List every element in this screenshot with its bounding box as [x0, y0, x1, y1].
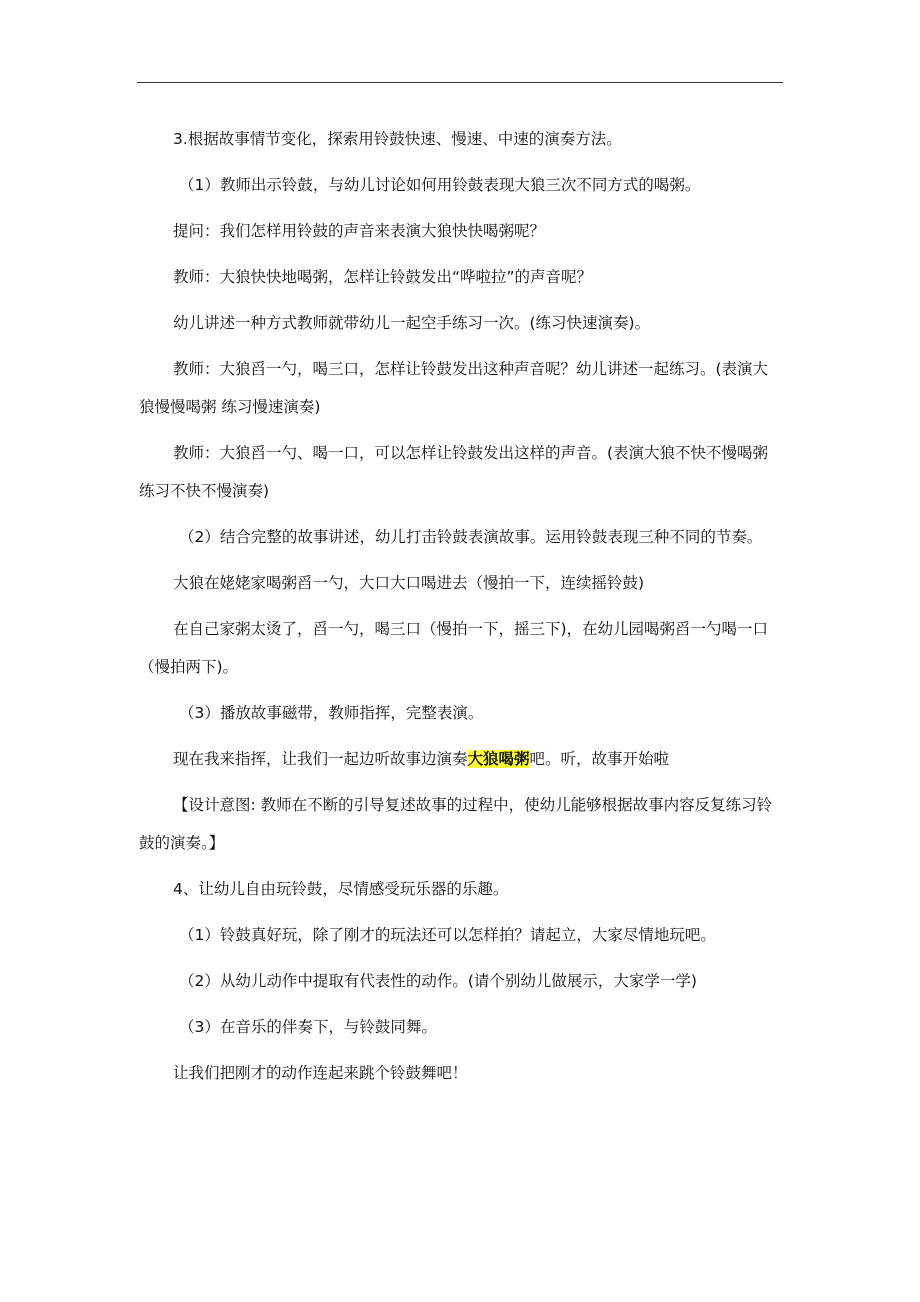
paragraph-grandma-house: 大狼在姥姥家喝粥舀一勺，大口大口喝进去（慢拍一下，连续摇铃鼓)	[173, 574, 645, 592]
paragraph-question: 提问：我们怎样用铃鼓的声音来表演大狼快快喝粥呢？	[173, 222, 546, 240]
paragraph-step-4: 4、让幼儿自由玩铃鼓，尽情感受玩乐器的乐趣。	[173, 880, 509, 898]
paragraph-practice-fast: 幼儿讲述一种方式教师就带幼儿一起空手练习一次。(练习快速演奏)。	[173, 314, 651, 332]
paragraph-step-3-2: （2）结合完整的故事讲述，幼儿打击铃鼓表演故事。运用铃鼓表现三种不同的节奏。	[179, 528, 763, 546]
paragraph-step-3-1: （1）教师出示铃鼓，与幼儿讨论如何用铃鼓表现大狼三次不同方式的喝粥。	[179, 176, 701, 194]
header-rule	[137, 82, 783, 83]
document-body	[139, 120, 783, 1100]
paragraph-step-4-3: （3）在音乐的伴奏下，与铃鼓同舞。	[179, 1018, 437, 1036]
paragraph-conduct	[139, 740, 783, 778]
conduct-text-before: 现在我来指挥，让我们一起边听故事边演奏	[173, 750, 468, 768]
story-title-highlight: 大狼喝粥	[467, 750, 530, 768]
paragraph-step-4-1: （1）铃鼓真好玩，除了刚才的玩法还可以怎样拍？请起立，大家尽情地玩吧。	[179, 926, 716, 944]
paragraph-own-home: 在自己家粥太烫了，舀一勺，喝三口（慢拍一下，摇三下)，在幼儿园喝粥舀一勺喝一口（慢拍两下)。	[139, 620, 769, 676]
paragraph-closing: 让我们把刚才的动作连起来跳个铃鼓舞吧！	[173, 1064, 468, 1082]
paragraph-teacher-slow: 教师：大狼舀一勺，喝三口，怎样让铃鼓发出这种声音呢？幼儿讲述一起练习。(表演大狼慢慢喝粥 练习慢速演奏)	[139, 360, 769, 416]
paragraph-design-intent: 【设计意图: 教师在不断的引导复述故事的过程中，使幼儿能够根据故事内容反复练习铃鼓的演奏。】	[139, 796, 773, 852]
paragraph-step-4-2: （2）从幼儿动作中提取有代表性的动作。(请个别幼儿做展示，大家学一学)	[179, 972, 697, 990]
paragraph-step-3: 3.根据故事情节变化，探索用铃鼓快速、慢速、中速的演奏方法。	[173, 130, 622, 148]
paragraph-step-3-3: （3）播放故事磁带，教师指挥，完整表演。	[179, 704, 484, 722]
paragraph-teacher-fast: 教师：大狼快快地喝粥，怎样让铃鼓发出“哗啦拉”的声音呢？	[173, 268, 593, 286]
conduct-text-after: 吧。听，故事开始啦	[529, 750, 670, 768]
paragraph-teacher-medium: 教师：大狼舀一勺、喝一口，可以怎样让铃鼓发出这样的声音。(表演大狼不快不慢喝粥 练习不快不慢演奏)	[139, 444, 769, 500]
